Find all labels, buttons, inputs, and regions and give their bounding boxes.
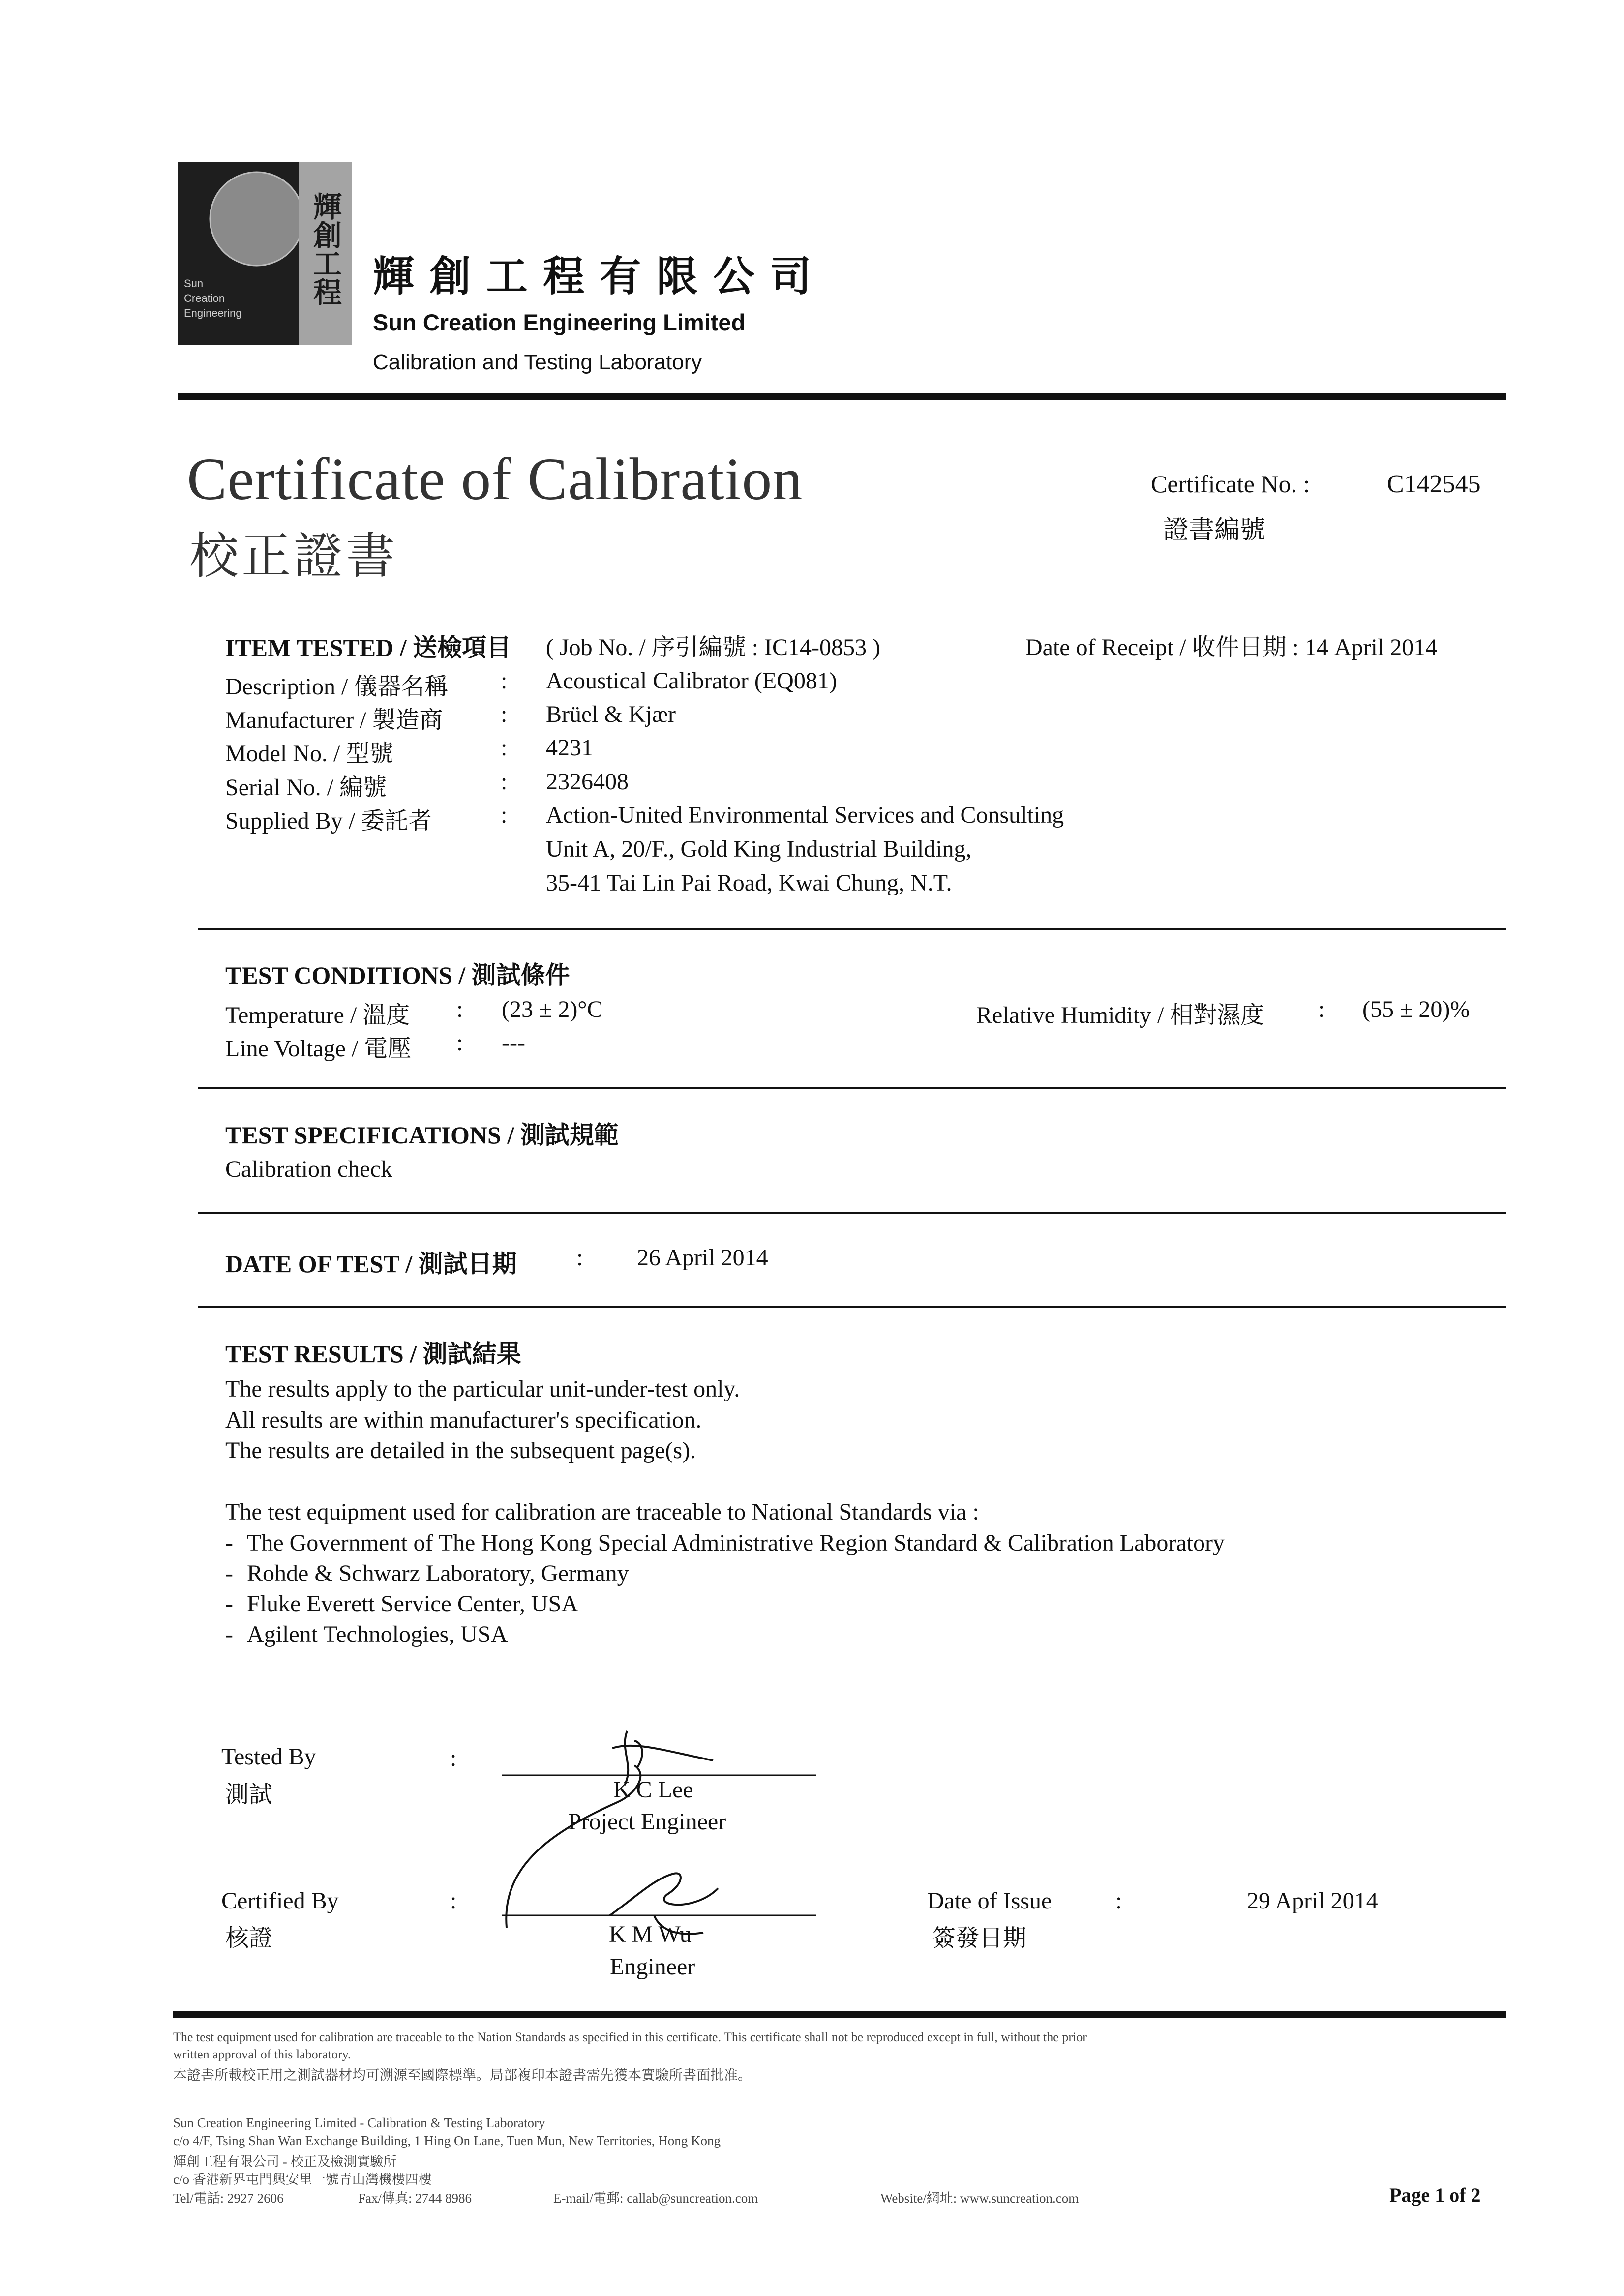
- description-value: Acoustical Calibrator (EQ081): [546, 668, 837, 694]
- field-colon: :: [501, 802, 508, 828]
- header-rule: [178, 393, 1506, 400]
- footer-rule: [173, 2011, 1506, 2018]
- logo-text: [184, 276, 241, 321]
- tested-by-title: Project Engineer: [568, 1809, 726, 1835]
- field-colon: :: [450, 1888, 457, 1914]
- certificate-title: Certificate of Calibration: [187, 446, 803, 512]
- footer-tel: Tel/電話: 2927 2606: [173, 2191, 284, 2206]
- footer-address: c/o 4/F, Tsing Shan Wan Exchange Building, 1 Hing On Lane, Tuen Mun, New Territories, Hong Kong: [173, 2133, 721, 2148]
- certified-by-cn: 核證: [225, 1925, 273, 1951]
- humidity-label: Relative Humidity / 相對濕度: [976, 1002, 1264, 1028]
- section-divider: [198, 1212, 1506, 1214]
- lab-name: Calibration and Testing Laboratory: [373, 350, 702, 374]
- test-results-heading: TEST RESULTS / 測試結果: [225, 1340, 521, 1368]
- description-label: Description / 儀器名稱: [225, 674, 449, 700]
- temperature-value: (23 ± 2)°C: [502, 996, 603, 1022]
- section-divider: [198, 928, 1506, 930]
- issue-date-cn: 簽發日期: [932, 1925, 1027, 1951]
- date-of-receipt: Date of Receipt / 收件日期 : 14 April 2014: [1025, 634, 1438, 660]
- footer-address: Sun Creation Engineering Limited - Calibration & Testing Laboratory: [173, 2116, 545, 2130]
- supplied-by-value: Action-United Environmental Services and Consulting: [546, 802, 1064, 828]
- certificate-no-value: C142545: [1387, 470, 1481, 498]
- logo-side-text: 輝創工程: [309, 192, 341, 306]
- serial-value: 2326408: [546, 769, 629, 795]
- result-line: The results apply to the particular unit-under-test only.: [225, 1376, 740, 1402]
- company-name-cn: 輝 創 工 程 有 限 公 司: [373, 253, 813, 299]
- date-of-test-heading: DATE OF TEST / 測試日期: [225, 1250, 517, 1278]
- field-colon: :: [456, 996, 463, 1022]
- field-colon: :: [501, 668, 508, 694]
- issue-date-value: 29 April 2014: [1247, 1888, 1378, 1914]
- tested-by-name: K C Lee: [613, 1777, 693, 1803]
- date-of-test-value: 26 April 2014: [637, 1245, 768, 1271]
- footer-address: 輝創工程有限公司 - 校正及檢測實驗所: [173, 2154, 397, 2169]
- footer-email: E-mail/電郵: callab@suncreation.com: [553, 2191, 758, 2206]
- certified-by-name: K M Wu: [609, 1921, 692, 1947]
- item-tested-heading: ITEM TESTED / 送檢項目: [225, 634, 511, 661]
- footer-disclaimer: written approval of this laboratory.: [173, 2047, 351, 2061]
- footer-address: c/o 香港新界屯門興安里一號青山灣機樓四樓: [173, 2172, 432, 2187]
- supplied-by-label: Supplied By / 委託者: [225, 808, 432, 834]
- field-colon: :: [1318, 996, 1325, 1022]
- line-voltage-value: ---: [502, 1030, 525, 1056]
- certificate-no-label: Certificate No. :: [1151, 470, 1310, 498]
- address-line: Unit A, 20/F., Gold King Industrial Building,: [546, 836, 972, 862]
- traceable-item: The Government of The Hong Kong Special Administrative Region Standard & Calibration Laboratory: [247, 1530, 1225, 1556]
- job-no: ( Job No. / 序引編號 : IC14-0853 ): [546, 634, 880, 660]
- tested-by-label: Tested By: [221, 1744, 316, 1770]
- section-divider: [198, 1306, 1506, 1308]
- traceable-item: Fluke Everett Service Center, USA: [247, 1591, 578, 1617]
- company-logo: [178, 162, 308, 345]
- footer-website: Website/網址: www.suncreation.com: [880, 2191, 1079, 2206]
- test-specifications-value: Calibration check: [225, 1156, 392, 1182]
- field-colon: :: [576, 1245, 583, 1271]
- issue-date-label: Date of Issue: [927, 1888, 1052, 1914]
- field-colon: :: [1115, 1888, 1122, 1914]
- field-colon: :: [456, 1030, 463, 1056]
- list-bullet: -: [225, 1591, 233, 1617]
- result-line: The results are detailed in the subsequent page(s).: [225, 1437, 696, 1463]
- company-name-en: Sun Creation Engineering Limited: [373, 309, 746, 335]
- logo-line: Engineering: [184, 307, 242, 319]
- test-specifications-heading: TEST SPECIFICATIONS / 測試規範: [225, 1121, 619, 1149]
- model-label: Model No. / 型號: [225, 741, 393, 767]
- logo-line: Creation: [184, 292, 225, 304]
- manufacturer-value: Brüel & Kjær: [546, 701, 676, 727]
- temperature-label: Temperature / 溫度: [225, 1002, 410, 1028]
- line-voltage-label: Line Voltage / 電壓: [225, 1036, 412, 1062]
- list-bullet: -: [225, 1530, 233, 1556]
- footer-disclaimer-cn: 本證書所載校正用之測試器材均可溯源至國際標準。局部複印本證書需先獲本實驗所書面批准。: [173, 2068, 752, 2083]
- field-colon: :: [501, 769, 508, 795]
- field-colon: :: [501, 735, 508, 761]
- footer-fax: Fax/傳真: 2744 8986: [358, 2191, 472, 2206]
- certificate-no-cn: 證書編號: [1163, 516, 1266, 544]
- certified-by-label: Certified By: [221, 1888, 339, 1914]
- address-line: 35-41 Tai Lin Pai Road, Kwai Chung, N.T.: [546, 870, 952, 896]
- result-line: All results are within manufacturer's specification.: [225, 1407, 702, 1433]
- certificate-title-cn: 校正證書: [189, 529, 398, 584]
- traceable-intro: The test equipment used for calibration are traceable to National Standards via :: [225, 1499, 979, 1525]
- logo-side-panel: [299, 162, 352, 345]
- footer-disclaimer: The test equipment used for calibration are traceable to the Nation Standards as specified in this certificate. This certificate shall not be reproduced except in full, without the prior: [173, 2030, 1087, 2044]
- field-colon: :: [450, 1745, 457, 1771]
- serial-label: Serial No. / 編號: [225, 775, 387, 801]
- logo-line: Sun: [184, 277, 204, 290]
- manufacturer-label: Manufacturer / 製造商: [225, 707, 443, 733]
- field-colon: :: [501, 701, 508, 727]
- page-number: Page 1 of 2: [1389, 2184, 1481, 2206]
- humidity-value: (55 ± 20)%: [1362, 996, 1470, 1022]
- test-conditions-heading: TEST CONDITIONS / 測試條件: [225, 961, 570, 989]
- tested-by-cn: 測試: [225, 1782, 273, 1808]
- list-bullet: -: [225, 1621, 233, 1647]
- traceable-item: Rohde & Schwarz Laboratory, Germany: [247, 1560, 629, 1586]
- model-value: 4231: [546, 735, 593, 761]
- certified-by-title: Engineer: [610, 1954, 695, 1980]
- section-divider: [198, 1087, 1506, 1089]
- list-bullet: -: [225, 1560, 233, 1586]
- traceable-item: Agilent Technologies, USA: [247, 1621, 508, 1647]
